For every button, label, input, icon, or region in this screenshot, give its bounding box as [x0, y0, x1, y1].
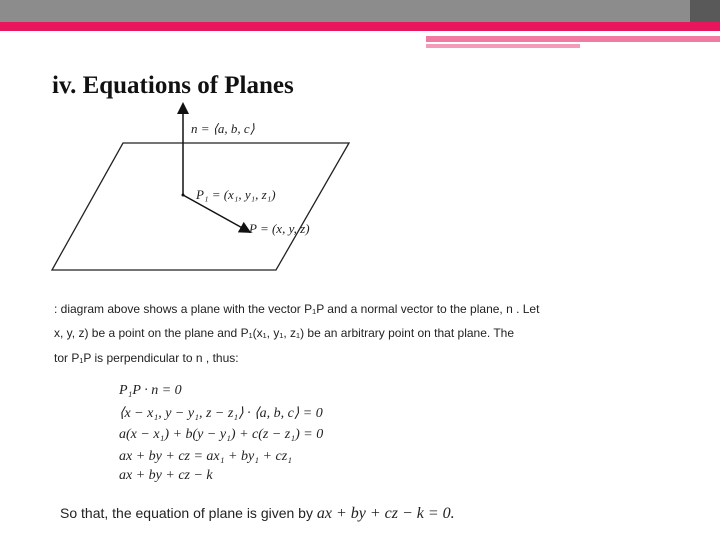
paragraph-line-2: x, y, z) be a point on the plane and P₁(x₁, y₁, z₁) be an arbitrary point on that plane. The [54, 326, 515, 340]
paragraph-line-3: tor P₁P is perpendicular to n , thus: [54, 351, 239, 365]
normal-label: n = ⟨a, b, c⟩ [191, 121, 255, 136]
p1-label: P₁ = (x₁, y₁, z₁) [196, 187, 276, 202]
conclusion-equation: ax + by + cz − k = 0. [316, 505, 455, 522]
slide-title: iv. Equations of Planes [52, 72, 294, 99]
conclusion [60, 505, 455, 523]
equation-5: ax + by + cz − k [119, 468, 213, 483]
paragraph-line-1: : diagram above shows a plane with the vector P₁P and a normal vector to the plane, n . Let [54, 302, 540, 316]
conclusion-text: So that, the equation of plane is given by [60, 505, 313, 521]
equation-1: P₁P · n = 0 [119, 383, 182, 398]
equation-4: ax + by + cz = ax₁ + by₁ + cz₁ [119, 449, 293, 464]
equation-3: a(x − x₁) + b(y − y₁) + c(z − z₁) = 0 [119, 427, 324, 442]
p-label: P = (x, y, z) [249, 221, 310, 236]
point-p1 [182, 194, 185, 197]
plane-shape [52, 143, 349, 270]
equation-2: ⟨x − x₁, y − y₁, z − z₁⟩ · ⟨a, b, c⟩ = 0 [119, 406, 323, 421]
